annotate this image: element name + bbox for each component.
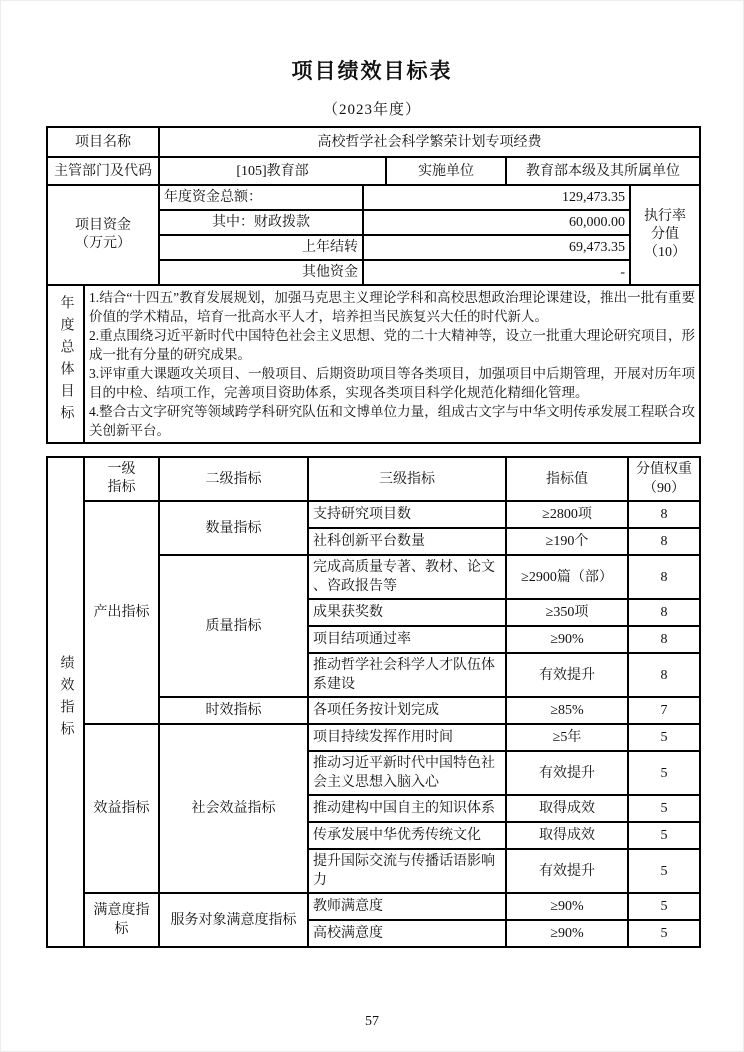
project-name-label: 项目名称 <box>47 127 159 157</box>
indicator-value: 取得成效 <box>506 822 628 849</box>
indicator-value: ≥90% <box>506 920 628 947</box>
level2-quality: 质量指标 <box>159 555 308 697</box>
indicator-value: ≥5年 <box>506 724 628 751</box>
page-number: 57 <box>365 1014 379 1029</box>
indicator-name: 支持研究项目数 <box>308 501 506 528</box>
goal-item-3: 3.评审重大课题攻关项目、一般项目、后期资助项目等各类项目，加强项目中后期管理，开展对历年项目的中检、结项工作，完善项目资助体系，实现各类项目科学化规范化精细化管理。 <box>89 366 695 400</box>
fund-row-total <box>47 185 700 210</box>
indicator-weight: 8 <box>628 528 700 555</box>
indicator-weight: 8 <box>628 501 700 528</box>
department-code-value: [105]教育部 <box>159 157 386 185</box>
indicators-side-text: 绩效指标 <box>58 655 74 743</box>
indicator-value: ≥2900篇（部） <box>506 555 628 599</box>
indicators-side-label <box>47 457 84 947</box>
goal-item-2: 2.重点围绕习近平新时代中国特色社会主义思想、党的二十大精神等，设立一批重大理论研究项目，形成一批有分量的研究成果。 <box>89 328 695 362</box>
indicator-weight: 8 <box>628 653 700 697</box>
fund-fiscal-label: 其中：财政拨款 <box>159 210 363 235</box>
indicators-header-row <box>47 457 700 501</box>
indicator-row <box>47 501 700 528</box>
level2-social: 社会效益指标 <box>159 724 308 893</box>
project-name-value: 高校哲学社会科学繁荣计划专项经费 <box>159 127 700 157</box>
indicator-value: 有效提升 <box>506 751 628 795</box>
level1-satisfaction: 满意度指标 <box>84 893 159 947</box>
indicator-name: 推动哲学社会科学人才队伍体系建设 <box>308 653 506 697</box>
indicator-row <box>47 724 700 751</box>
indicator-value: 有效提升 <box>506 849 628 893</box>
level2-service: 服务对象满意度指标 <box>159 893 308 947</box>
indicator-value: ≥2800项 <box>506 501 628 528</box>
annual-goals-content <box>84 285 700 443</box>
fund-fiscal-value: 60,000.00 <box>363 210 630 235</box>
header-value: 指标值 <box>506 457 628 501</box>
header-level1: 一级指标 <box>84 457 159 501</box>
annual-goals-table <box>46 284 701 444</box>
department-label: 主管部门及代码 <box>47 157 159 185</box>
indicator-weight: 5 <box>628 920 700 947</box>
department-row <box>47 157 700 185</box>
indicator-name: 教师满意度 <box>308 893 506 920</box>
execution-rate-line2: 分值 <box>651 227 679 242</box>
indicator-weight: 8 <box>628 555 700 599</box>
indicator-name: 推动建构中国自主的知识体系 <box>308 795 506 822</box>
indicator-name: 传承发展中华优秀传统文化 <box>308 822 506 849</box>
indicator-name: 成果获奖数 <box>308 599 506 626</box>
implement-unit-label: 实施单位 <box>386 157 506 185</box>
execution-rate-line1: 执行率 <box>644 209 686 224</box>
indicator-name: 项目结项通过率 <box>308 626 506 653</box>
header-level2: 二级指标 <box>159 457 308 501</box>
goal-item-4: 4.整合古文字研究等领域跨学科研究队伍和文博单位力量，组成古文字与中华文明传承发展工程联合攻关创新平台。 <box>89 404 695 438</box>
project-name-row <box>47 127 700 157</box>
page-title: 项目绩效目标表 <box>291 59 453 83</box>
fund-carryover-value: 69,473.35 <box>363 235 630 260</box>
indicator-name: 高校满意度 <box>308 920 506 947</box>
indicator-weight: 5 <box>628 893 700 920</box>
indicator-weight: 8 <box>628 599 700 626</box>
execution-rate-line3: （10） <box>644 245 686 260</box>
page-subtitle: （2023年度） <box>322 102 421 118</box>
fund-total-value: 129,473.35 <box>363 185 630 210</box>
fund-other-value: - <box>363 260 630 285</box>
indicator-weight: 5 <box>628 724 700 751</box>
header-level3: 三级指标 <box>308 457 506 501</box>
fund-carryover-label: 上年结转 <box>159 235 363 260</box>
indicator-name: 社科创新平台数量 <box>308 528 506 555</box>
level2-quantity: 数量指标 <box>159 501 308 555</box>
fund-total-label: 年度资金总额： <box>159 185 363 210</box>
indicator-weight: 8 <box>628 626 700 653</box>
funds-label-line1: 项目资金 <box>75 218 131 233</box>
indicator-name: 项目持续发挥作用时间 <box>308 724 506 751</box>
level2-timeliness: 时效指标 <box>159 697 308 724</box>
indicator-name: 完成高质量专著、教材、论文、咨政报告等 <box>308 555 506 599</box>
performance-indicators-table <box>46 456 701 948</box>
indicator-value: ≥190个 <box>506 528 628 555</box>
indicator-value: ≥85% <box>506 697 628 724</box>
level1-benefit: 效益指标 <box>84 724 159 893</box>
goal-item-1: 1.结合“十四五”教育发展规划，加强马克思主义理论学科和高校思想政治理论课建设，推出一批有重要价值的学术精品，培育一批高水平人才，培养担当民族复兴大任的时代新人。 <box>89 290 695 324</box>
indicator-value: ≥90% <box>506 626 628 653</box>
indicator-name: 推动习近平新时代中国特色社会主义思想入脑入心 <box>308 751 506 795</box>
funds-label <box>47 185 159 285</box>
indicator-weight: 5 <box>628 795 700 822</box>
indicator-row <box>47 893 700 920</box>
indicator-weight: 5 <box>628 751 700 795</box>
indicator-weight: 5 <box>628 849 700 893</box>
project-info-table <box>46 126 701 286</box>
implement-unit-value: 教育部本级及其所属单位 <box>506 157 700 185</box>
annual-goals-row <box>47 285 700 443</box>
level1-output: 产出指标 <box>84 501 159 724</box>
indicator-value: 取得成效 <box>506 795 628 822</box>
annual-goals-side-text: 年度总体目标 <box>58 295 74 427</box>
indicator-weight: 7 <box>628 697 700 724</box>
annual-goals-side-label <box>47 285 84 443</box>
fund-other-label: 其他资金 <box>159 260 363 285</box>
funds-label-line2: （万元） <box>75 236 131 251</box>
indicator-value: ≥90% <box>506 893 628 920</box>
indicator-name: 提升国际交流与传播话语影响力 <box>308 849 506 893</box>
header-weight: 分值权重（90） <box>628 457 700 501</box>
indicator-value: ≥350项 <box>506 599 628 626</box>
indicator-name: 各项任务按计划完成 <box>308 697 506 724</box>
indicator-weight: 5 <box>628 822 700 849</box>
indicator-value: 有效提升 <box>506 653 628 697</box>
execution-rate-label <box>630 185 700 285</box>
